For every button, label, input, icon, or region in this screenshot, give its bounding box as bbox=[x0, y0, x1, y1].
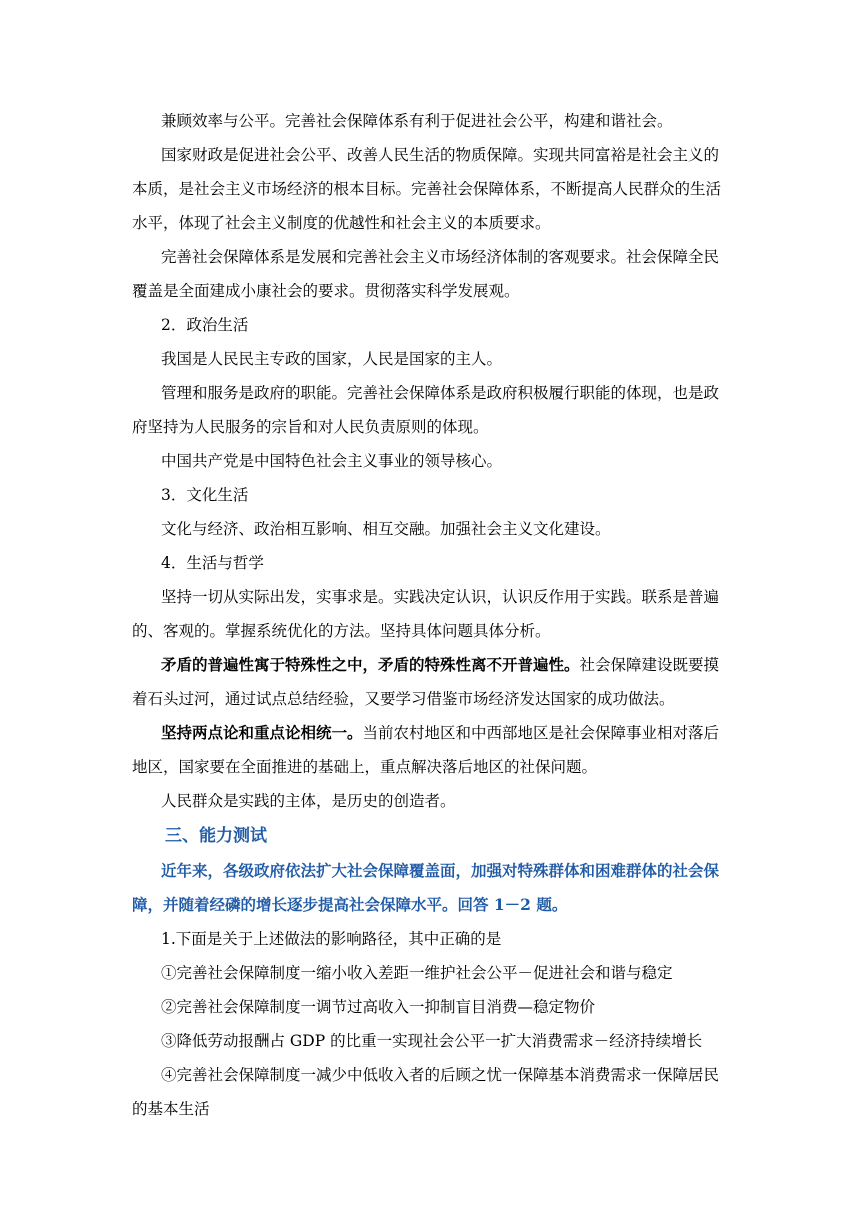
paragraph: 国家财政是促进社会公平、改善人民生活的物质保障。实现共同富裕是社会主义的本质，是社会主义市场经济的根本目标。完善社会保障体系，不断提高人民群众的生活水平，体现了社会主义制度的优越性和社会主义的本质要求。 bbox=[132, 146, 722, 232]
subheading-culture: 3．文化生活 bbox=[161, 486, 249, 504]
bold-lead: 坚持两点论和重点论相统一。 bbox=[161, 723, 363, 742]
paragraph: 兼顾效率与公平。完善社会保障体系有利于促进社会公平，构建和谐社会。 bbox=[161, 112, 673, 130]
paragraph: 完善社会保障体系是发展和完善社会主义市场经济体制的客观要求。社会保障全民覆盖是全面建成小康社会的要求。贯彻落实科学发展观。 bbox=[132, 248, 720, 300]
paragraph bbox=[132, 648, 732, 716]
paragraph: 中国共产党是中国特色社会主义事业的领导核心。 bbox=[161, 452, 503, 470]
paragraph: 管理和服务是政府的职能。完善社会保障体系是政府积极履行职能的体现，也是政府坚持为人民服务的宗旨和对人民负责原则的体现。 bbox=[132, 384, 720, 436]
document-body bbox=[132, 104, 732, 1126]
question-1: 1.下面是关于上述做法的影响路径，其中正确的是 bbox=[161, 930, 502, 948]
option-1: ①完善社会保障制度一缩小收入差距一维护社会公平－促进社会和谐与稳定 bbox=[161, 964, 673, 982]
paragraph bbox=[132, 716, 732, 784]
question-intro: 近年来，各级政府依法扩大社会保障覆盖面，加强对特殊群体和困难群体的社会保障，并随着经磷的增长逐步提高社会保障水平。回答 1－2 题。 bbox=[132, 861, 720, 914]
option-2: ②完善社会保障制度一调节过高收入一抑制盲目消费—稳定物价 bbox=[161, 998, 596, 1016]
option-4: ④完善社会保障制度一减少中低收入者的后顾之忧一保障基本消费需求一保障居民的基本生活 bbox=[132, 1066, 720, 1118]
section-title: 三、能力测试 bbox=[165, 826, 267, 846]
paragraph: 人民群众是实践的主体，是历史的创造者。 bbox=[161, 792, 456, 810]
paragraph: 文化与经济、政治相互影响、相互交融。加强社会主义文化建设。 bbox=[161, 520, 611, 538]
paragraph-rest: 当前农村地区和中西部地区是社会保障事业相对落后地区，国家要在全面推进的基础上，重点解决落后地区的社保问题。 bbox=[132, 724, 720, 776]
paragraph: 坚持一切从实际出发，实事求是。实践决定认识，认识反作用于实践。联系是普遍的、客观的。掌握系统优化的方法。坚持具体问题具体分析。 bbox=[132, 588, 720, 640]
bold-lead: 矛盾的普遍性寓于特殊性之中，矛盾的特殊性离不开普遍性。 bbox=[161, 655, 580, 674]
option-3: ③降低劳动报酬占 GDP 的比重一实现社会公平一扩大消费需求－经济持续增长 bbox=[161, 1032, 703, 1050]
paragraph: 我国是人民民主专政的国家，人民是国家的主人。 bbox=[161, 350, 503, 368]
paragraph-rest: 社会保障建设既要摸着石头过河，通过试点总结经验，又要学习借鉴市场经济发达国家的成功做法。 bbox=[132, 656, 720, 708]
subheading-politics: 2．政治生活 bbox=[161, 316, 249, 334]
subheading-philosophy: 4．生活与哲学 bbox=[161, 554, 264, 572]
